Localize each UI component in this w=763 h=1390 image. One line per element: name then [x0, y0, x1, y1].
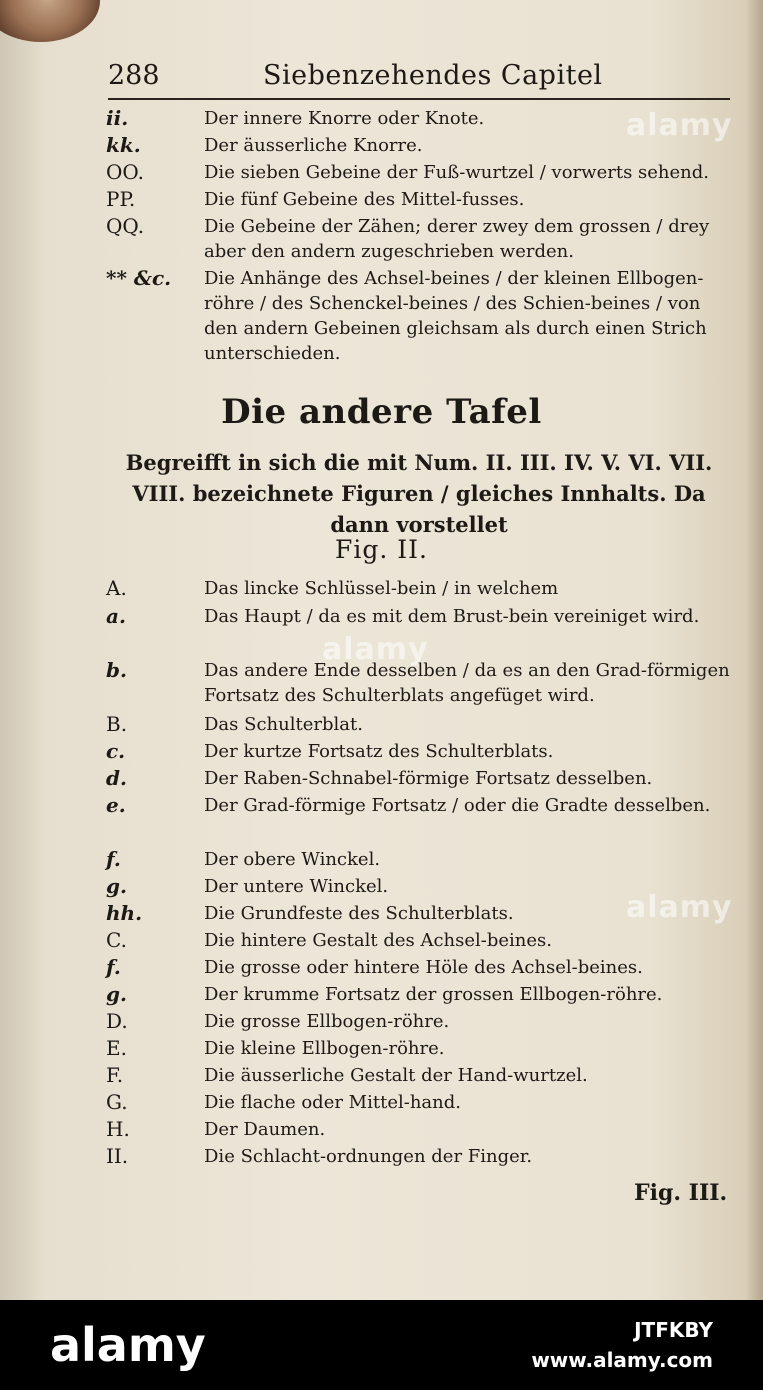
entry-label: A. — [106, 576, 127, 600]
entry-label: PP. — [106, 187, 136, 211]
section-title: Die andere Tafel — [221, 392, 542, 432]
entry-label: F. — [106, 1063, 124, 1087]
entry-label: e. — [106, 793, 126, 817]
entry-label: C. — [106, 928, 127, 952]
entry-text: Die grosse oder hintere Höle des Achsel-beines. — [204, 957, 643, 978]
entry-label: hh. — [106, 901, 143, 925]
entry-text: Die Gebeine der Zähen; derer zwey dem grossen / drey aber den andern zugeschrieben werden. — [204, 216, 710, 262]
entry-label: OO. — [106, 160, 144, 184]
section-subtitle: Begreifft in sich die mit Num. II. III. IV. V. VI. VII. VIII. bezeichnete Figuren / gleiches Innhalts. Da dann vorstellet — [125, 450, 713, 537]
entry-label: a. — [106, 604, 126, 628]
entry-text: Die Schlacht-ordnungen der Finger. — [204, 1146, 533, 1167]
watermark: alamy — [322, 632, 429, 667]
entry-label: d. — [106, 766, 127, 790]
watermark: alamy — [626, 108, 733, 143]
entry-text: Die äusserliche Gestalt der Hand-wurtzel. — [204, 1065, 588, 1086]
entry-text: Das lincke Schlüssel-bein / in welchem — [204, 578, 559, 599]
entry-text: Der Raben-Schnabel-förmige Fortsatz desselben. — [204, 768, 653, 789]
page-number: 288 — [108, 60, 160, 91]
entry-text: Das Schulterblat. — [204, 714, 363, 735]
entry-label: D. — [106, 1009, 128, 1033]
running-head: Siebenzehendes Capitel — [263, 60, 603, 91]
library-stamp — [0, 0, 100, 42]
entry-label: g. — [106, 874, 127, 898]
site-url: www.alamy.com — [531, 1348, 713, 1372]
entry-label: B. — [106, 712, 128, 736]
entry-text: Der untere Winckel. — [204, 876, 389, 897]
entry-label: ** &c. — [106, 266, 172, 290]
entry-text: Das andere Ende desselben / da es an den Grad-förmigen Fortsatz des Schulterblats angefüget wird. — [204, 660, 730, 706]
entry-label: kk. — [106, 133, 141, 157]
entry-label: II. — [106, 1144, 129, 1168]
entry-label: f. — [106, 955, 121, 979]
entry-label: c. — [106, 739, 126, 763]
entry-text: Die kleine Ellbogen-röhre. — [204, 1038, 445, 1059]
entry-text: Die hintere Gestalt des Achsel-beines. — [204, 930, 552, 951]
entry-text: Die Anhänge des Achsel-beines / der kleinen Ellbogen-röhre / des Schenckel-beines / des Schien-beines / von den andern Gebeinen gleichsam als durch einen Strich unterschieden. — [204, 268, 707, 364]
entry-text: Der krumme Fortsatz der grossen Ellbogen-röhre. — [204, 984, 663, 1005]
entry-text: Der innere Knorre oder Knote. — [204, 108, 485, 129]
entry-label: G. — [106, 1090, 128, 1114]
entry-text: Die flache oder Mittel-hand. — [204, 1092, 461, 1113]
entry-label: ii. — [106, 106, 129, 130]
entry-label: E. — [106, 1036, 127, 1060]
entry-text: Die sieben Gebeine der Fuß-wurtzel / vorwerts sehend. — [204, 162, 709, 183]
entry-text: Der obere Winckel. — [204, 849, 381, 870]
entry-text: Der Grad-förmige Fortsatz / oder die Gradte desselben. — [204, 795, 711, 816]
entry-text: Das Haupt / da es mit dem Brust-bein vereiniget wird. — [204, 606, 700, 627]
figure-heading: Fig. II. — [335, 535, 428, 564]
entry-label: g. — [106, 982, 127, 1006]
stock-logo: alamy — [50, 1318, 206, 1372]
stock-footer-bar — [0, 1300, 763, 1390]
entry-label: f. — [106, 847, 121, 871]
entry-label: QQ. — [106, 214, 145, 238]
entry-label: b. — [106, 658, 127, 682]
entry-text: Die fünf Gebeine des Mittel-fusses. — [204, 189, 525, 210]
page-header — [108, 60, 730, 100]
entry-text: Die Grundfeste des Schulterblats. — [204, 903, 514, 924]
header-rule — [108, 98, 730, 100]
entry-text: Der äusserliche Knorre. — [204, 135, 423, 156]
watermark: alamy — [626, 890, 733, 925]
entry-text: Die grosse Ellbogen-röhre. — [204, 1011, 450, 1032]
image-code: JTFKBY — [634, 1318, 713, 1342]
entry-text: Der kurtze Fortsatz des Schulterblats. — [204, 741, 554, 762]
next-figure-catchword: Fig. III. — [634, 1180, 728, 1206]
entry-label: H. — [106, 1117, 130, 1141]
entry-text: Der Daumen. — [204, 1119, 326, 1140]
